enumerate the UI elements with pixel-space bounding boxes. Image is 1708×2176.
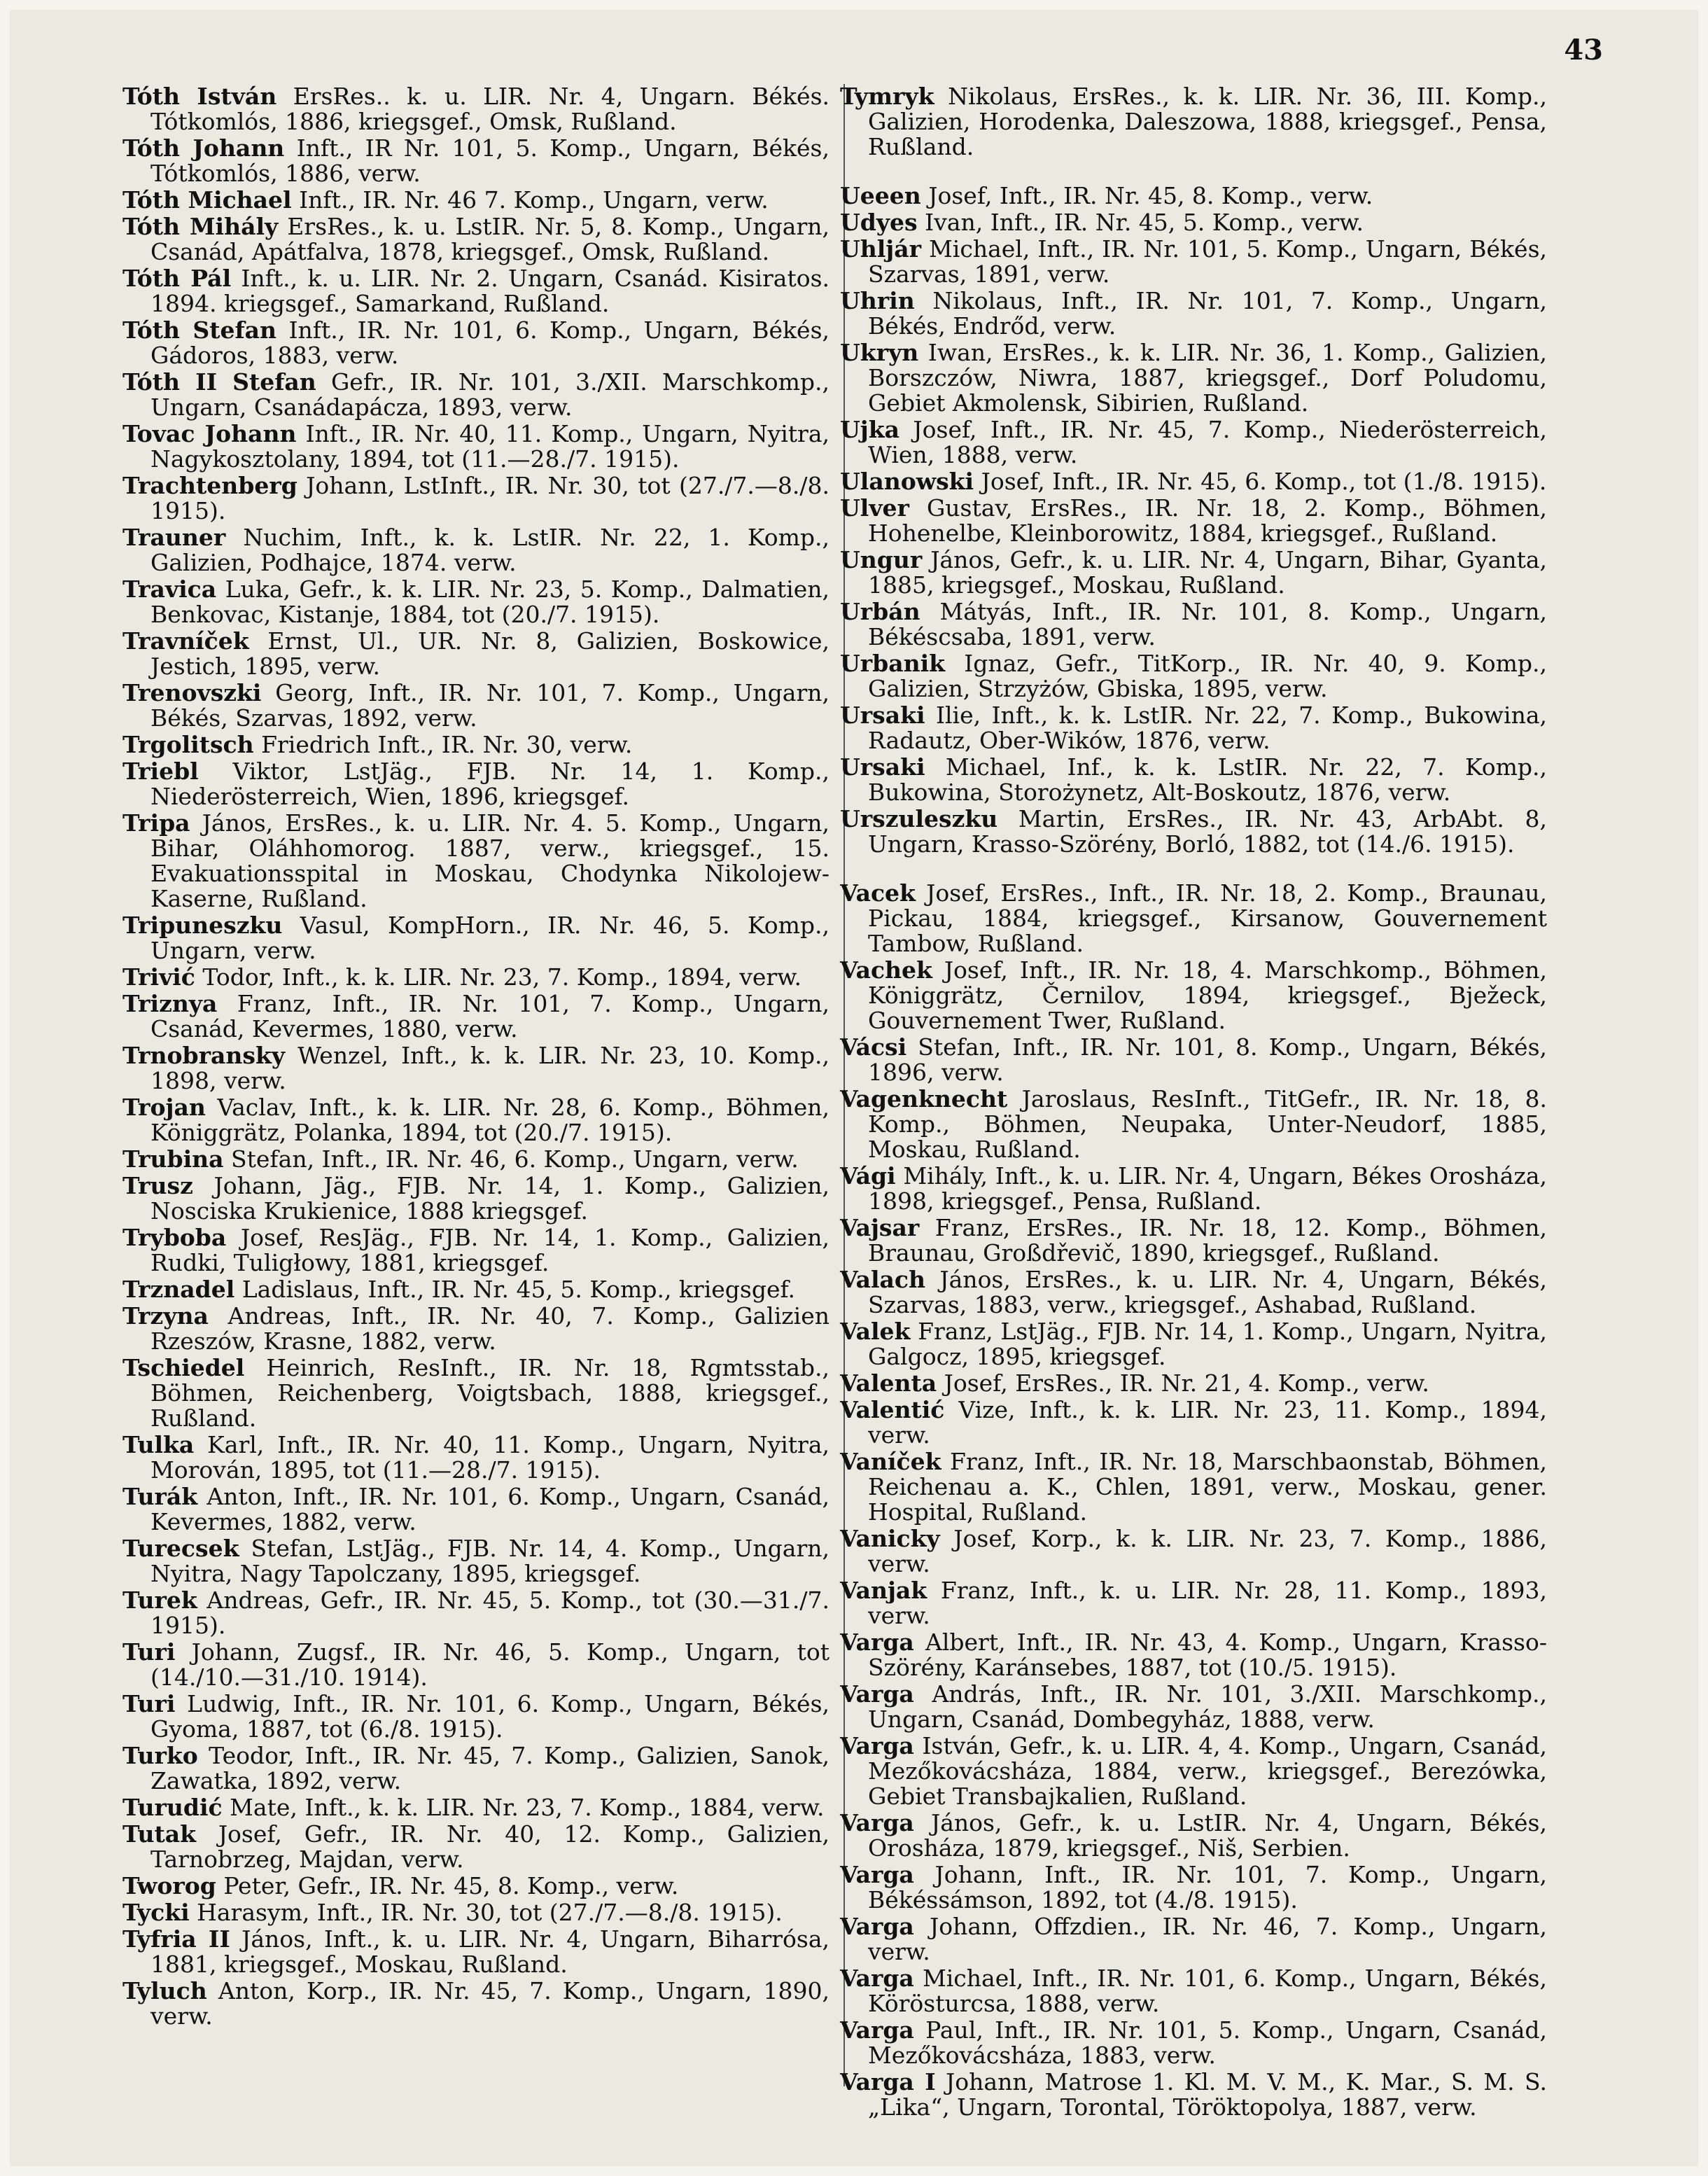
entry-name: Tschiedel	[122, 1354, 245, 1381]
entry-details: Inft., IR Nr. 101, 5. Komp., Ungarn, Békés, Tótkomlós, 1886, verw.	[150, 134, 830, 187]
list-entry	[840, 1734, 1547, 1809]
entry-details: János, Gefr., k. u. LstIR. Nr. 4, Ungarn, Békés, Orosháza, 1879, kriegsgef., Niš, Serbien.	[868, 1809, 1547, 1862]
list-entry	[122, 1927, 830, 1977]
list-entry	[840, 1164, 1547, 1214]
entry-name: Turák	[122, 1483, 198, 1510]
entry-name: Vaníček	[840, 1448, 941, 1475]
entry-details: Michael, Inft., IR. Nr. 101, 6. Komp., Ungarn, Békés, Körösturcsa, 1888, verw.	[868, 1965, 1547, 2017]
entry-details: Martin, ErsRes., IR. Nr. 43, ArbAbt. 8, Ungarn, Krasso-Szörény, Borló, 1882, tot (14./6. 1915).	[868, 805, 1547, 858]
list-entry	[122, 965, 830, 990]
list-entry	[122, 1743, 830, 1794]
entry-name: Tovac Johann	[122, 420, 297, 447]
entry-name: Vachek	[840, 956, 932, 984]
entry-details: Vasul, KompHorn., IR. Nr. 46, 5. Komp., Ungarn, verw.	[150, 912, 830, 964]
entry-name: Varga I	[840, 2068, 936, 2095]
list-entry	[122, 214, 830, 265]
list-entry	[840, 340, 1547, 416]
list-entry	[122, 1588, 830, 1638]
entry-details: István, Gefr., k. u. LIR. 4, 4. Komp., Ungarn, Csanád, Mezőkovácsháza, 1884, verw., kriegsgef., Berezówka, Gebiet Transbajkalien, Rußland.	[868, 1732, 1548, 1810]
entry-details: Josef, Korp., k. k. LIR. Nr. 23, 7. Komp., 1886, verw.	[868, 1525, 1547, 1577]
list-entry	[840, 548, 1547, 598]
entry-name: Trnobransky	[122, 1042, 285, 1069]
entry-details: Vize, Inft., k. k. LIR. Nr. 23, 11. Komp., 1894, verw.	[868, 1396, 1547, 1449]
list-entry	[840, 755, 1547, 805]
entry-details: ErsRes., k. u. LstIR. Nr. 5, 8. Komp., Ungarn, Csanád, Apátfalva, 1878, kriegsgef., Omsk, Rußland.	[150, 213, 830, 265]
entry-details: Inft., IR. Nr. 40, 11. Komp., Ungarn, Nyitra, Nagykosztolany, 1894, tot (11.—28./7. 1915).	[150, 420, 830, 473]
entry-details: Harasym, Inft., IR. Nr. 30, tot (27./7.—8./8. 1915).	[197, 1899, 783, 1926]
list-entry	[122, 1822, 830, 1872]
entry-name: Varga	[840, 1861, 914, 1888]
entry-name: Tyfria II	[122, 1925, 230, 1953]
entry-name: Vajsar	[840, 1214, 920, 1241]
entry-name: Varga	[840, 1628, 914, 1656]
list-entry	[122, 84, 830, 134]
entry-name: Tyluch	[122, 1977, 207, 2004]
entry-details: Franz, Inft., IR. Nr. 18, Marschbaonstab, Böhmen, Reichenau a. K., Chlen, 1891, verw., Moskau, gener. Hospital, Rußland.	[868, 1448, 1547, 1526]
entry-details: Nikolaus, ErsRes., k. k. LIR. Nr. 36, III. Komp., Galizien, Horodenka, Daleszowa, 1888, kriegsgef., Pensa, Rußland.	[868, 83, 1547, 160]
list-entry	[840, 651, 1547, 702]
list-entry	[840, 1682, 1547, 1732]
entry-details: Michael, Inft., IR. Nr. 101, 5. Komp., Ungarn, Békés, Szarvas, 1891, verw.	[868, 235, 1547, 288]
entry-details: Ivan, Inft., IR. Nr. 45, 5. Komp., verw.	[925, 209, 1364, 236]
entry-name: Uhrin	[840, 287, 915, 314]
entry-details: Anton, Korp., IR. Nr. 45, 7. Komp., Ungarn, 1890, verw.	[150, 1977, 830, 2030]
list-entry	[840, 599, 1547, 650]
entry-details: Josef, Inft., IR. Nr. 18, 4. Marschkomp., Böhmen, Königgrätz, Černilov, 1894, kriegsgef., Bježeck, Gouvernement Twer, Rußland.	[868, 956, 1547, 1034]
entry-name: Valenta	[840, 1369, 937, 1397]
entry-name: Turudić	[122, 1794, 223, 1821]
list-entry	[122, 473, 830, 524]
entry-name: Triznya	[122, 990, 218, 1017]
entry-details: Nuchim, Inft., k. k. LstIR. Nr. 22, 1. Komp., Galizien, Podhajce, 1874. verw.	[150, 524, 830, 576]
list-entry	[840, 1914, 1547, 1965]
entry-name: Turko	[122, 1742, 198, 1769]
entry-details: János, Gefr., k. u. LIR. Nr. 4, Ungarn, Bihar, Gyanta, 1885, kriegsgef., Moskau, Rußland.	[868, 546, 1547, 599]
entry-name: Udyes	[840, 209, 918, 236]
list-entry	[840, 1630, 1547, 1680]
list-entry	[122, 1095, 830, 1145]
entry-name: Turecsek	[122, 1535, 239, 1562]
list-entry	[122, 1795, 830, 1820]
entry-name: Vagenknecht	[840, 1085, 1008, 1113]
entry-name: Tymryk	[840, 83, 934, 110]
entry-name: Tryboba	[122, 1224, 227, 1251]
entry-details: Ludwig, Inft., IR. Nr. 101, 6. Komp., Ungarn, Békés, Gyoma, 1887, tot (6./8. 1915).	[150, 1690, 830, 1743]
list-entry	[840, 1035, 1547, 1085]
entry-details: Heinrich, ResInft., IR. Nr. 18, Rgmtsstab., Böhmen, Reichenberg, Voigtsbach, 1888, kriegsgef., Rußland.	[150, 1354, 830, 1432]
entry-name: Ueeen	[840, 182, 921, 209]
entry-details: ErsRes.. k. u. LIR. Nr. 4, Ungarn. Békés. Tótkomlós, 1886, kriegsgef., Omsk, Rußland.	[150, 83, 830, 135]
entry-details: Franz, LstJäg., FJB. Nr. 14, 1. Komp., Ungarn, Nyitra, Galgocz, 1895, kriegsgef.	[868, 1318, 1547, 1370]
entry-details: Johann, LstInft., IR. Nr. 30, tot (27./7.—8./8. 1915).	[150, 472, 830, 524]
entry-details: Iwan, ErsRes., k. k. LIR. Nr. 36, 1. Komp., Galizien, Borszczów, Niwra, 1887, kriegsgef., Dorf Poludomu, Gebiet Akmolensk, Sibirien, Rußland.	[868, 339, 1547, 417]
list-entry	[840, 1526, 1547, 1577]
list-entry	[122, 1147, 830, 1172]
list-entry	[122, 629, 830, 679]
list-entry	[122, 732, 830, 758]
list-entry	[840, 84, 1547, 160]
entry-name: Tóth István	[122, 83, 277, 110]
entry-name: Tóth II Stefan	[122, 368, 316, 396]
entry-name: Vági	[840, 1162, 896, 1190]
entry-name: Tripuneszku	[122, 912, 283, 939]
entry-name: Trzyna	[122, 1302, 209, 1330]
entry-details: János, ErsRes., k. u. LIR. Nr. 4. 5. Komp., Ungarn, Bihar, Oláhhomorog. 1887, verw., kriegsgef., 15. Evakuationsspital in Moskau, Chodynka Nikolojew-Kaserne, Rußland.	[150, 809, 830, 912]
entry-name: Varga	[840, 1680, 914, 1708]
entry-details: Inft., IR. Nr. 46 7. Komp., Ungarn, verw.	[299, 186, 769, 214]
entry-name: Urbanik	[840, 650, 946, 677]
entry-name: Trivić	[122, 963, 195, 991]
entry-details: Mihály, Inft., k. u. LIR. Nr. 4, Ungarn, Békes Orosháza, 1898, kriegsgef., Pensa, Rußland.	[868, 1162, 1547, 1215]
entry-name: Valentić	[840, 1396, 945, 1423]
list-entry	[122, 1043, 830, 1094]
entry-name: Turi	[122, 1690, 176, 1717]
entry-details: Johann, Matrose 1. Kl. M. V. M., K. Mar., S. M. S. „Lika“, Ungarn, Torontal, Töröktopolya, 1887, verw.	[868, 2068, 1547, 2121]
entry-name: Tutak	[122, 1820, 197, 1848]
entry-details: Inft., IR. Nr. 101, 6. Komp., Ungarn, Békés, Gádoros, 1883, verw.	[150, 316, 830, 369]
list-entry	[840, 496, 1547, 546]
entry-name: Travníček	[122, 627, 249, 655]
list-entry	[122, 266, 830, 316]
left-column	[122, 84, 845, 2086]
entry-details: Inft., k. u. LIR. Nr. 2. Ungarn, Csanád. Kisiratos. 1894. kriegsgef., Samarkand, Rußland.	[150, 265, 830, 317]
list-entry	[122, 1484, 830, 1535]
entry-name: Vácsi	[840, 1033, 907, 1061]
entry-name: Ursaki	[840, 753, 925, 781]
entry-name: Tycki	[122, 1899, 190, 1926]
list-entry	[122, 1173, 830, 1224]
list-entry	[122, 1304, 830, 1354]
entry-details: Josef, Gefr., IR. Nr. 40, 12. Komp., Galizien, Tarnobrzeg, Majdan, verw.	[150, 1820, 830, 1873]
entry-name: Ukryn	[840, 339, 919, 366]
list-entry	[840, 1371, 1547, 1396]
list-entry	[122, 1692, 830, 1742]
entry-details: Stefan, Inft., IR. Nr. 101, 8. Komp., Ungarn, Békés, 1896, verw.	[868, 1033, 1547, 1086]
entry-name: Uhljár	[840, 235, 922, 263]
entry-details: János, Inft., k. u. LIR. Nr. 4, Ungarn, Biharrósa, 1881, kriegsgef., Moskau, Rußland.	[150, 1925, 830, 1978]
list-entry	[122, 318, 830, 368]
entry-name: Ujka	[840, 416, 899, 443]
entry-details: Nikolaus, Inft., IR. Nr. 101, 7. Komp., Ungarn, Békés, Endrőd, verw.	[868, 287, 1547, 340]
list-entry	[122, 188, 830, 213]
list-entry	[122, 136, 830, 186]
entry-details: Teodor, Inft., IR. Nr. 45, 7. Komp., Galizien, Sanok, Zawatka, 1892, verw.	[150, 1742, 830, 1794]
entry-name: Tóth Stefan	[122, 316, 277, 344]
right-column	[840, 84, 1547, 2121]
entry-details: Josef, Inft., IR. Nr. 45, 7. Komp., Niederösterreich, Wien, 1888, verw.	[868, 416, 1547, 468]
list-entry	[840, 1319, 1547, 1369]
list-entry	[122, 577, 830, 627]
entry-details: Ignaz, Gefr., TitKorp., IR. Nr. 40, 9. Komp., Galizien, Strzyżów, Gbiska, 1895, verw.	[868, 650, 1547, 702]
entry-details: Anton, Inft., IR. Nr. 101, 6. Komp., Ungarn, Csanád, Kevermes, 1882, verw.	[150, 1483, 830, 1535]
list-entry	[122, 370, 830, 420]
entry-name: Trgolitsch	[122, 731, 254, 758]
list-entry	[122, 1432, 830, 1483]
entry-name: Turek	[122, 1586, 197, 1614]
entry-name: Urszuleszku	[840, 805, 998, 832]
entry-name: Tripa	[122, 809, 190, 837]
entry-details: Johann, Zugsf., IR. Nr. 46, 5. Komp., Ungarn, tot (14./10.—31./10. 1914).	[150, 1638, 830, 1691]
list-entry	[840, 183, 1547, 209]
entry-name: Travica	[122, 576, 217, 603]
list-entry	[840, 1087, 1547, 1162]
entry-details: Franz, Inft., k. u. LIR. Nr. 28, 11. Komp., 1893, verw.	[868, 1577, 1547, 1629]
entry-details: Ernst, Ul., UR. Nr. 8, Galizien, Boskowice, Jestich, 1895, verw.	[150, 627, 830, 680]
entry-details: Wenzel, Inft., k. k. LIR. Nr. 23, 10. Komp., 1898, verw.	[150, 1042, 830, 1094]
entry-details: Viktor, LstJäg., FJB. Nr. 14, 1. Komp., Niederösterreich, Wien, 1896, kriegsgef.	[150, 758, 830, 810]
entry-name: Trojan	[122, 1094, 206, 1121]
list-entry	[122, 681, 830, 731]
entry-name: Valek	[840, 1318, 911, 1345]
entry-details: Stefan, Inft., IR. Nr. 46, 6. Komp., Ungarn, verw.	[231, 1145, 799, 1173]
entry-details: Josef, Inft., IR. Nr. 45, 8. Komp., verw.	[928, 182, 1373, 209]
entry-name: Ulanowski	[840, 468, 974, 495]
list-entry	[840, 1811, 1547, 1861]
page-number: 43	[1564, 34, 1603, 67]
entry-name: Tulka	[122, 1431, 195, 1458]
entry-details: Jaroslaus, ResInft., TitGefr., IR. Nr. 18, 8. Komp., Böhmen, Neupaka, Unter-Neudorf, 1885, Moskau, Rußland.	[868, 1085, 1547, 1163]
entry-name: Trachtenberg	[122, 472, 298, 499]
entry-name: Tworog	[122, 1872, 216, 1899]
list-entry	[122, 1874, 830, 1899]
list-entry	[840, 1215, 1547, 1266]
entry-details: Ilie, Inft., k. k. LstIR. Nr. 22, 7. Komp., Bukowina, Radautz, Ober-Wików, 1876, verw.	[868, 702, 1547, 754]
entry-details: Todor, Inft., k. k. LIR. Nr. 23, 7. Komp., 1894, verw.	[202, 963, 802, 991]
entry-details: Johann, Offzdien., IR. Nr. 46, 7. Komp., Ungarn, verw.	[868, 1913, 1547, 1965]
list-entry	[840, 703, 1547, 753]
entry-details: Mate, Inft., k. k. LIR. Nr. 23, 7. Komp., 1884, verw.	[230, 1794, 825, 1821]
list-entry	[122, 525, 830, 576]
entry-name: Trusz	[122, 1172, 193, 1199]
entry-name: Trauner	[122, 524, 226, 551]
entry-details: Andreas, Gefr., IR. Nr. 45, 5. Komp., tot (30.—31./7. 1915).	[150, 1586, 830, 1639]
entry-details: Josef, ErsRes., Inft., IR. Nr. 18, 2. Komp., Braunau, Pickau, 1884, kriegsgef., Kirsanow, Gouvernement Tambow, Rußland.	[868, 879, 1547, 957]
entry-name: Trubina	[122, 1145, 224, 1173]
list-entry	[122, 1277, 830, 1302]
entry-details: Josef, ResJäg., FJB. Nr. 14, 1. Komp., Galizien, Rudki, Tuligłowy, 1881, kriegsgef.	[150, 1224, 830, 1276]
entry-details: Michael, Inf., k. k. LstIR. Nr. 22, 7. Komp., Bukowina, Storożynetz, Alt-Boskoutz, 1876, verw.	[868, 753, 1547, 806]
list-entry	[122, 1225, 830, 1276]
entry-name: Varga	[840, 1809, 914, 1836]
entry-name: Urbán	[840, 598, 920, 625]
list-entry	[122, 1536, 830, 1586]
entry-name: Ulver	[840, 494, 909, 522]
entry-details: Friedrich Inft., IR. Nr. 30, verw.	[261, 731, 633, 758]
list-entry	[840, 469, 1547, 494]
entry-details: Josef, Inft., IR. Nr. 45, 6. Komp., tot (1./8. 1915).	[981, 468, 1547, 495]
entry-name: Valach	[840, 1266, 925, 1293]
list-entry	[122, 1979, 830, 2029]
list-entry	[840, 881, 1547, 956]
list-entry	[122, 1355, 830, 1431]
entry-name: Tóth Johann	[122, 134, 285, 162]
list-entry	[122, 1900, 830, 1925]
entry-name: Varga	[840, 1913, 914, 1940]
entry-details: Johann, Jäg., FJB. Nr. 14, 1. Komp., Galizien, Nosciska Krukienice, 1888 kriegsgef.	[150, 1172, 830, 1225]
entry-name: Ursaki	[840, 702, 925, 729]
entry-name: Turi	[122, 1638, 176, 1666]
entry-name: Vanjak	[840, 1577, 927, 1604]
entry-details: Vaclav, Inft., k. k. LIR. Nr. 28, 6. Komp., Böhmen, Königgrätz, Polanka, 1894, tot (20./7. 1915).	[150, 1094, 830, 1146]
entry-details: Luka, Gefr., k. k. LIR. Nr. 23, 5. Komp., Dalmatien, Benkovac, Kistanje, 1884, tot (20./7. 1915).	[150, 576, 830, 628]
list-entry	[840, 1267, 1547, 1318]
entry-name: Tóth Mihály	[122, 213, 279, 240]
entry-details: Ladislaus, Inft., IR. Nr. 45, 5. Komp., kriegsgef.	[241, 1276, 796, 1303]
list-entry	[840, 1397, 1547, 1448]
list-entry	[122, 1640, 830, 1690]
list-entry	[840, 237, 1547, 287]
entry-name: Varga	[840, 1732, 914, 1759]
entry-details: Gustav, ErsRes., IR. Nr. 18, 2. Komp., Böhmen, Hohenelbe, Kleinborowitz, 1884, kriegsgef., Rußland.	[868, 494, 1547, 547]
entry-name: Tóth Michael	[122, 186, 292, 214]
entry-name: Trenovszki	[122, 679, 262, 706]
list-entry	[840, 2018, 1547, 2068]
entry-name: Vanicky	[840, 1525, 940, 1552]
entry-details: Franz, ErsRes., IR. Nr. 18, 12. Komp., Böhmen, Braunau, Großdřevič, 1890, kriegsgef., Rußland.	[868, 1214, 1547, 1267]
entry-name: Triebl	[122, 758, 199, 785]
entry-name: Tóth Pál	[122, 265, 232, 292]
entry-details: János, ErsRes., k. u. LIR. Nr. 4, Ungarn, Békés, Szarvas, 1883, verw., kriegsgef., Ashabad, Rußland.	[868, 1266, 1547, 1318]
list-entry	[122, 913, 830, 963]
entry-details: Paul, Inft., IR. Nr. 101, 5. Komp., Ungarn, Csanád, Mezőkovácsháza, 1883, verw.	[868, 2016, 1547, 2069]
entry-details: Mátyás, Inft., IR. Nr. 101, 8. Komp., Ungarn, Békéscsaba, 1891, verw.	[868, 598, 1547, 650]
list-entry	[840, 288, 1547, 339]
entry-name: Trznadel	[122, 1276, 235, 1303]
entry-details: Albert, Inft., IR. Nr. 43, 4. Komp., Ungarn, Krasso-Szörény, Karánsebes, 1887, tot (10./5. 1915).	[868, 1628, 1547, 1681]
entry-name: Varga	[840, 2016, 914, 2044]
entry-details: Franz, Inft., IR. Nr. 101, 7. Komp., Ungarn, Csanád, Kevermes, 1880, verw.	[150, 990, 830, 1042]
list-entry	[122, 991, 830, 1042]
list-entry	[840, 1578, 1547, 1628]
list-entry	[122, 421, 830, 472]
list-entry	[840, 210, 1547, 235]
list-entry	[840, 1966, 1547, 2016]
entry-details: Georg, Inft., IR. Nr. 101, 7. Komp., Ungarn, Békés, Szarvas, 1892, verw.	[150, 679, 830, 732]
list-entry	[840, 807, 1547, 857]
entry-details: Karl, Inft., IR. Nr. 40, 11. Komp., Ungarn, Nyitra, Morován, 1895, tot (11.—28./7. 1915).	[150, 1431, 830, 1484]
list-entry	[840, 2070, 1547, 2120]
entry-details: Gefr., IR. Nr. 101, 3./XII. Marschkomp., Ungarn, Csanádapácza, 1893, verw.	[150, 368, 830, 421]
entry-details: Stefan, LstJäg., FJB. Nr. 14, 4. Komp., Ungarn, Nyitra, Nagy Tapolczany, 1895, kriegsgef.	[150, 1535, 830, 1587]
list-entry	[840, 1862, 1547, 1913]
entry-details: Andreas, Inft., IR. Nr. 40, 7. Komp., Galizien Rzeszów, Krasne, 1882, verw.	[150, 1302, 830, 1355]
list-entry	[840, 417, 1547, 468]
entry-details: Johann, Inft., IR. Nr. 101, 7. Komp., Ungarn, Békéssámson, 1892, tot (4./8. 1915).	[868, 1861, 1547, 1913]
entry-details: Josef, ErsRes., IR. Nr. 21, 4. Komp., verw.	[944, 1369, 1429, 1397]
list-entry	[122, 759, 830, 809]
entry-name: Vacek	[840, 879, 916, 907]
list-entry	[840, 1449, 1547, 1525]
entry-name: Varga	[840, 1965, 914, 1992]
list-entry	[840, 958, 1547, 1033]
entry-details: András, Inft., IR. Nr. 101, 3./XII. Marschkomp., Ungarn, Csanád, Dombegyház, 1888, verw.	[868, 1680, 1547, 1733]
entry-name: Ungur	[840, 546, 923, 573]
list-entry	[122, 811, 830, 912]
entry-details: Peter, Gefr., IR. Nr. 45, 8. Komp., verw.	[223, 1872, 679, 1899]
